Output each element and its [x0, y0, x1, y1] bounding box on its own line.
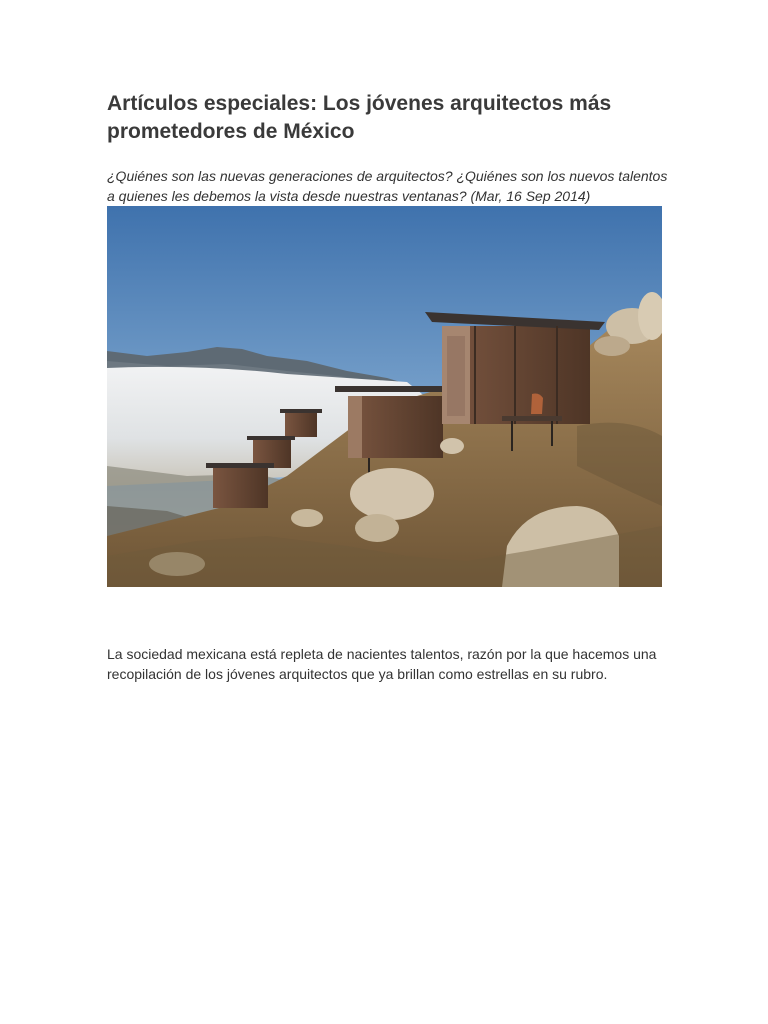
- article-photo: [107, 206, 662, 587]
- article-body: La sociedad mexicana está repleta de nacientes talentos, razón por la que hacemos una recopilación de los jóvenes arquitectos que ya brillan como estrellas en su rubro.: [107, 646, 657, 682]
- article-title: Artículos especiales: Los jóvenes arquitectos más prometedores de México: [107, 92, 612, 143]
- cabin-lower-left: [206, 463, 274, 508]
- article-subtitle: ¿Quiénes son las nuevas generaciones de arquitectos? ¿Quiénes son los nuevos talentos a quienes les debemos la vista desde nuestras ventanas? (Mar, 16 Sep 2014): [107, 168, 668, 204]
- cabin-far: [280, 409, 322, 437]
